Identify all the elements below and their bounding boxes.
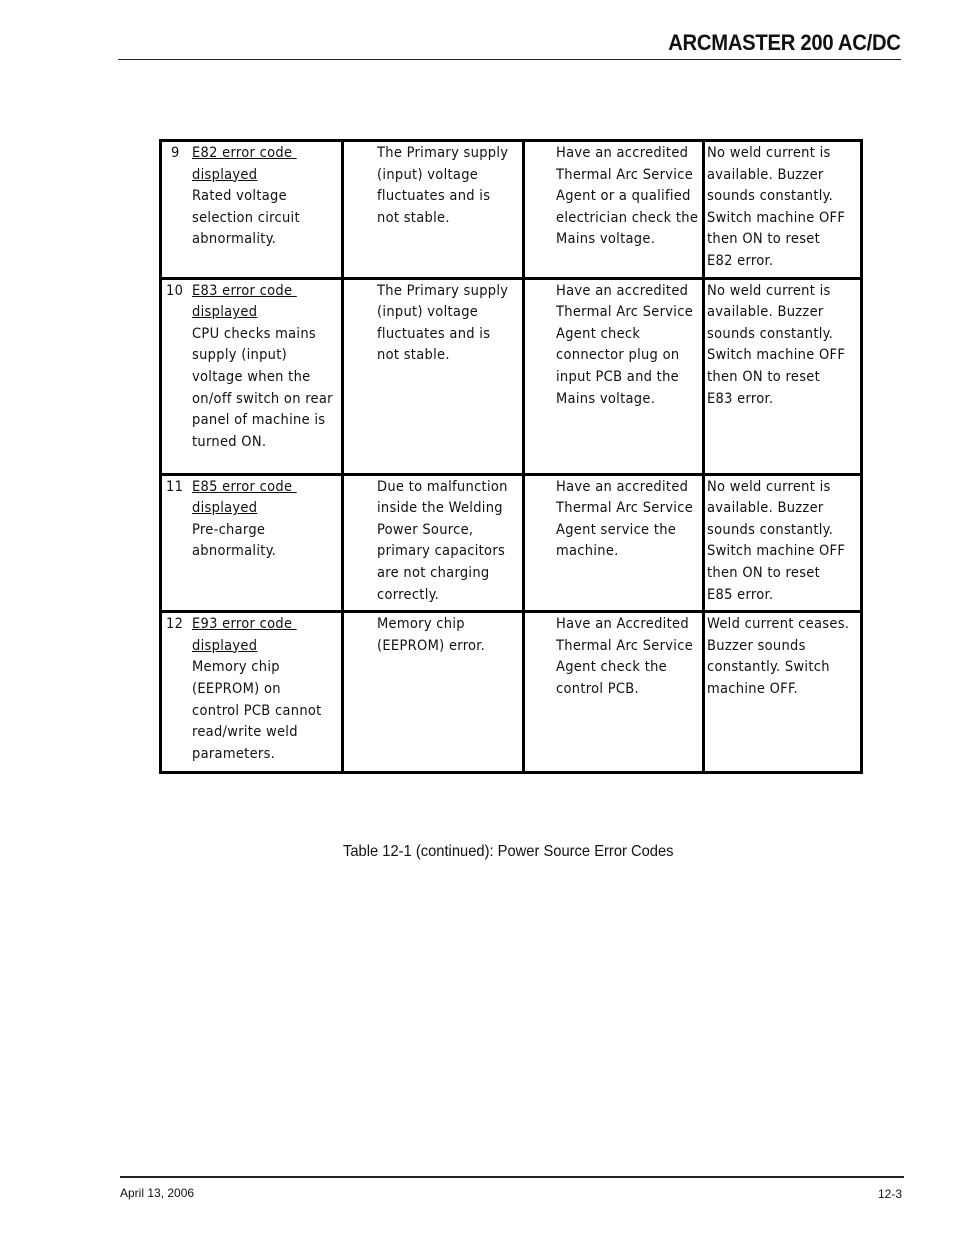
error-row xyxy=(161,612,862,773)
error-code-title: displayed xyxy=(192,637,258,654)
effect-line: constantly. Switch xyxy=(707,659,830,676)
remedy-line: Have an accredited xyxy=(556,282,689,299)
effect-cell xyxy=(704,141,862,279)
error-description-line: abnormality. xyxy=(192,543,277,560)
page-header-title: ARCMASTER 200 AC/DC xyxy=(668,30,901,55)
error-description-line: on/off switch on rear xyxy=(192,390,333,407)
error-row xyxy=(161,278,862,474)
error-codes-table xyxy=(159,139,863,774)
remedy-line: Have an accredited xyxy=(556,145,689,161)
effect-line: Buzzer sounds xyxy=(707,637,806,654)
effect-line: sounds constantly. xyxy=(707,521,834,538)
cause-line: The Primary supply xyxy=(377,282,509,299)
error-code-body xyxy=(192,477,340,563)
error-description-line: Rated voltage xyxy=(192,188,287,205)
remedy-line: Thermal Arc Service xyxy=(556,637,694,654)
remedy-line: Agent check xyxy=(556,325,641,342)
remedy-line: Mains voltage. xyxy=(556,390,656,407)
cause-line: inside the Welding xyxy=(377,500,503,517)
error-description-line: (EEPROM) on xyxy=(192,680,281,697)
remedy-line: Agent service the xyxy=(556,521,677,538)
error-code-body xyxy=(192,281,340,454)
cause-line: (input) voltage xyxy=(377,166,479,183)
effect-line: No weld current is xyxy=(707,145,831,161)
effect-line: No weld current is xyxy=(707,478,831,495)
remedy-line: input PCB and the xyxy=(556,368,679,385)
row-number: 9 xyxy=(171,145,180,161)
effect-line: then ON to reset xyxy=(707,564,821,581)
remedy-line: Thermal Arc Service xyxy=(556,166,694,183)
remedy-cell xyxy=(524,141,704,279)
error-code-cell xyxy=(161,612,343,773)
effect-line: sounds constantly. xyxy=(707,188,834,205)
error-description-line: parameters. xyxy=(192,745,276,762)
error-code-body xyxy=(192,143,340,251)
effect-line: available. Buzzer xyxy=(707,500,824,517)
cause-line: correctly. xyxy=(377,586,440,603)
effect-line: E85 error. xyxy=(707,586,774,603)
error-code-title: E85 error code xyxy=(192,478,297,495)
footer-page-number: 12-3 xyxy=(877,1187,902,1201)
error-description-line: Memory chip xyxy=(192,659,280,676)
effect-line: sounds constantly. xyxy=(707,325,834,342)
cause-line: (input) voltage xyxy=(377,304,479,321)
error-code-title: E83 error code xyxy=(192,282,297,299)
remedy-line: Agent or a qualified xyxy=(556,188,691,205)
remedy-line: Thermal Arc Service xyxy=(556,500,694,517)
effect-line: available. Buzzer xyxy=(707,304,824,321)
error-description-line: control PCB cannot xyxy=(192,702,322,719)
row-number: 11 xyxy=(166,478,184,495)
remedy-line: Have an accredited xyxy=(556,478,689,495)
cause-line: The Primary supply xyxy=(377,145,509,161)
error-code-cell xyxy=(161,141,343,279)
error-code-title: displayed xyxy=(192,166,258,183)
error-description-line: turned ON. xyxy=(192,433,267,450)
error-code-cell xyxy=(161,474,343,612)
effect-line: Weld current ceases. xyxy=(707,616,850,633)
remedy-line: machine. xyxy=(556,543,619,560)
remedy-cell xyxy=(524,474,704,612)
row-number: 10 xyxy=(166,282,184,299)
cause-line: are not charging xyxy=(377,564,490,581)
error-description-line: supply (input) xyxy=(192,347,288,364)
remedy-line: Agent check the xyxy=(556,659,668,676)
remedy-line: Mains voltage. xyxy=(556,231,656,248)
error-description-line: Pre-charge xyxy=(192,521,266,538)
error-code-title: displayed xyxy=(192,304,258,321)
remedy-line: control PCB. xyxy=(556,680,639,697)
effect-line: then ON to reset xyxy=(707,368,821,385)
cause-line: primary capacitors xyxy=(377,543,506,560)
error-description-line: panel of machine is xyxy=(192,412,326,429)
cause-line: fluctuates and is xyxy=(377,325,491,342)
error-description-line: abnormality. xyxy=(192,231,277,248)
error-row xyxy=(161,141,862,279)
error-row xyxy=(161,474,862,612)
footer-date: April 13, 2006 xyxy=(120,1186,195,1200)
cause-cell xyxy=(343,474,524,612)
row-number: 12 xyxy=(166,616,184,633)
error-code-cell xyxy=(161,278,343,474)
cause-cell xyxy=(343,141,524,279)
cause-line: (EEPROM) error. xyxy=(377,637,486,654)
cause-line: Due to malfunction xyxy=(377,478,508,495)
effect-line: E82 error. xyxy=(707,252,774,269)
cause-cell xyxy=(343,612,524,773)
error-code-title: E93 error code xyxy=(192,616,297,633)
effect-line: machine OFF. xyxy=(707,680,798,697)
remedy-line: electrician check the xyxy=(556,209,699,226)
effect-line: Switch machine OFF xyxy=(707,347,846,364)
error-description-line: read/write weld xyxy=(192,724,298,741)
effect-line: then ON to reset xyxy=(707,231,821,248)
error-description-line: voltage when the xyxy=(192,368,311,385)
remedy-cell xyxy=(524,278,704,474)
error-description-line: selection circuit xyxy=(192,209,300,226)
cause-line: fluctuates and is xyxy=(377,188,491,205)
error-description-line: CPU checks mains xyxy=(192,325,316,342)
remedy-line: connector plug on xyxy=(556,347,680,364)
table-caption: Table 12-1 (continued): Power Source Error Codes xyxy=(342,843,674,860)
cause-line: not stable. xyxy=(377,209,450,226)
error-code-title: E82 error code xyxy=(192,145,297,161)
cause-line: Memory chip xyxy=(377,616,465,633)
header-divider xyxy=(118,59,901,60)
cause-cell xyxy=(343,278,524,474)
effect-line: No weld current is xyxy=(707,282,831,299)
remedy-line: Thermal Arc Service xyxy=(556,304,694,321)
footer-divider xyxy=(120,1176,904,1178)
error-code-title: displayed xyxy=(192,500,258,517)
cause-line: not stable. xyxy=(377,347,450,364)
effect-line: E83 error. xyxy=(707,390,774,407)
effect-line: Switch machine OFF xyxy=(707,209,846,226)
cause-line: Power Source, xyxy=(377,521,474,538)
remedy-line: Have an Accredited xyxy=(556,616,689,633)
remedy-cell xyxy=(524,612,704,773)
effect-cell xyxy=(704,278,862,474)
error-codes-table-body xyxy=(161,141,862,773)
error-code-body xyxy=(192,614,340,765)
effect-line: Switch machine OFF xyxy=(707,543,846,560)
effect-cell xyxy=(704,474,862,612)
effect-cell xyxy=(704,612,862,773)
effect-line: available. Buzzer xyxy=(707,166,824,183)
